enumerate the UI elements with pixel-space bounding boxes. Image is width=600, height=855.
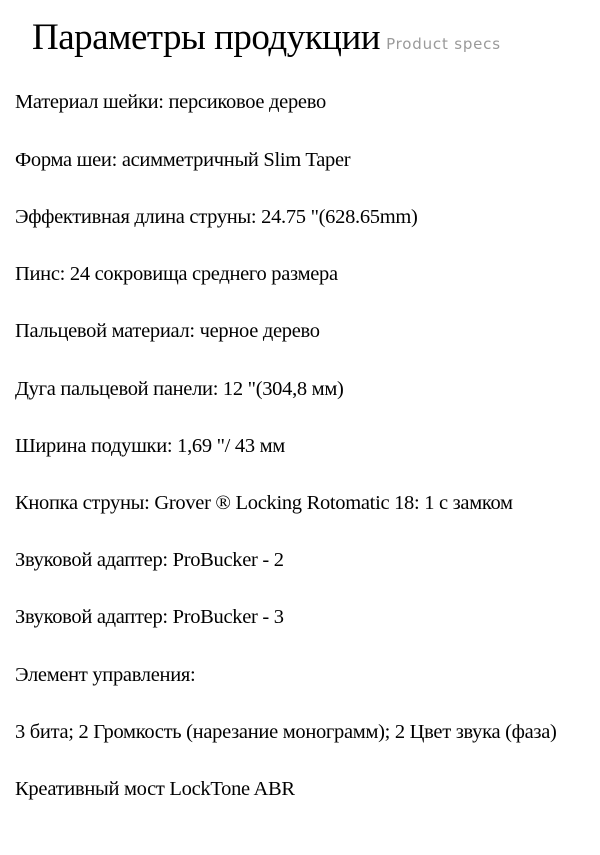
page-title: Параметры продукции — [32, 17, 381, 58]
spec-fingerboard: Пальцевой материал: черное дерево — [15, 320, 320, 342]
spec-pickup-bridge: Звуковой адаптер: ProBucker - 3 — [15, 606, 284, 628]
spec-fingerboard-radius: Дуга пальцевой панели: 12 "(304,8 мм) — [15, 378, 344, 400]
spec-controls: 3 бита; 2 Громкость (нарезание монограмм); 2 Цвет звука (фаза) — [15, 721, 557, 743]
page-subtitle: Product specs — [386, 35, 501, 53]
spec-pickup-neck: Звуковой адаптер: ProBucker - 2 — [15, 549, 284, 571]
spec-bridge: Креативный мост LockTone ABR — [15, 778, 295, 800]
spec-nut-width: Ширина подушки: 1,69 "/ 43 мм — [15, 435, 285, 457]
spec-neck-shape: Форма шеи: асимметричный Slim Taper — [15, 149, 351, 171]
spec-scale-length: Эффективная длина струны: 24.75 "(628.65mm) — [15, 206, 418, 228]
spec-tuners: Кнопка струны: Grover ® Locking Rotomatic 18: 1 с замком — [15, 492, 513, 514]
spec-controls-label: Элемент управления: — [15, 664, 196, 686]
page-header — [32, 16, 501, 59]
spec-neck-material: Материал шейки: персиковое дерево — [15, 91, 326, 113]
spec-frets: Пинс: 24 сокровища среднего размера — [15, 263, 338, 285]
